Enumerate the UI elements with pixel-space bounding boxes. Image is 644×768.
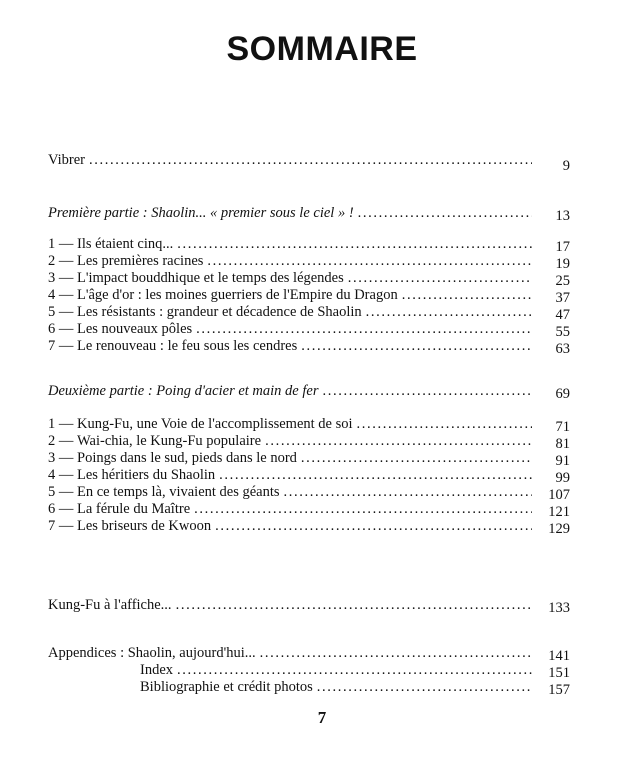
toc-entry-poster — [48, 597, 570, 614]
chapter-number: 1 — — [48, 416, 74, 432]
leader-dots — [348, 270, 532, 287]
leader-dots — [358, 205, 532, 222]
toc-chapter — [48, 433, 570, 450]
toc-entry-page: 13 — [555, 208, 570, 224]
chapter-number: 7 — — [48, 518, 74, 534]
chapter-number: 3 — — [48, 270, 74, 286]
toc-chapter — [48, 416, 570, 433]
chapter-title: Ils étaient cinq... — [77, 236, 174, 252]
leader-dots — [322, 383, 532, 400]
chapter-title: Les briseurs de Kwoon — [77, 518, 212, 534]
chapter-title: L'impact bouddhique et le temps des légendes — [77, 270, 344, 286]
toc-entry-label: Première partie : Shaolin... « premier sous le ciel » ! — [48, 205, 354, 221]
chapter-title: Poings dans le sud, pieds dans le nord — [77, 450, 297, 466]
chapter-number: 5 — — [48, 304, 74, 320]
leader-dots — [196, 321, 532, 338]
leader-dots — [260, 645, 532, 662]
chapter-number: 6 — — [48, 321, 74, 337]
toc-chapter — [48, 338, 570, 355]
leader-dots — [194, 501, 532, 518]
chapter-number: 2 — — [48, 433, 74, 449]
toc-chapter — [48, 253, 570, 270]
appendix-page: 151 — [548, 665, 570, 681]
chapter-page: 99 — [555, 470, 570, 486]
toc-chapter — [48, 270, 570, 287]
chapter-page: 47 — [555, 307, 570, 323]
chapter-title: En ce temps là, vivaient des géants — [77, 484, 280, 500]
toc-chapter — [48, 484, 570, 501]
leader-dots — [207, 253, 532, 270]
chapter-page: 107 — [548, 487, 570, 503]
appendix-title: Shaolin, aujourd'hui... — [127, 645, 256, 661]
appendix-page: 141 — [548, 648, 570, 664]
chapter-page: 25 — [555, 273, 570, 289]
toc-chapter — [48, 321, 570, 338]
toc-appendix — [140, 662, 570, 679]
leader-dots — [176, 597, 532, 614]
appendix-title: Bibliographie et crédit photos — [140, 679, 313, 695]
toc-entry-page: 69 — [555, 386, 570, 402]
chapter-number: 1 — — [48, 236, 74, 252]
appendix-title: Index — [140, 662, 174, 678]
leader-dots — [215, 518, 532, 535]
leader-dots — [219, 467, 532, 484]
chapter-page: 55 — [555, 324, 570, 340]
toc-chapter — [48, 287, 570, 304]
toc-chapter — [48, 518, 570, 535]
leader-dots — [177, 236, 532, 253]
chapter-page: 63 — [555, 341, 570, 357]
chapter-page: 19 — [555, 256, 570, 272]
page-title: SOMMAIRE — [226, 30, 418, 68]
chapter-page: 17 — [555, 239, 570, 255]
toc-chapter — [48, 236, 570, 253]
toc-part-heading-2 — [48, 383, 570, 400]
toc-chapter — [48, 467, 570, 484]
leader-dots — [265, 433, 532, 450]
chapter-number: 4 — — [48, 287, 74, 303]
leader-dots — [317, 679, 532, 696]
chapter-title: Le renouveau : le feu sous les cendres — [77, 338, 298, 354]
toc-appendix — [140, 679, 570, 696]
leader-dots — [177, 662, 532, 679]
leader-dots — [301, 338, 532, 355]
leader-dots — [357, 416, 532, 433]
leader-dots — [301, 450, 532, 467]
chapter-page: 129 — [548, 521, 570, 537]
page-number: 7 — [317, 708, 327, 727]
chapter-number: 3 — — [48, 450, 74, 466]
chapter-number: 7 — — [48, 338, 74, 354]
toc-appendix — [48, 645, 570, 662]
chapter-title: Kung-Fu, une Voie de l'accomplissement de soi — [77, 416, 353, 432]
chapter-title: L'âge d'or : les moines guerriers de l'Empire du Dragon — [77, 287, 398, 303]
toc-entry-intro — [48, 152, 570, 174]
chapter-number: 5 — — [48, 484, 74, 500]
leader-dots — [284, 484, 532, 501]
chapter-title: Wai-chia, le Kung-Fu populaire — [77, 433, 262, 449]
leader-dots — [89, 152, 532, 169]
chapter-number: 2 — — [48, 253, 74, 269]
toc-chapter — [48, 450, 570, 467]
leader-dots — [366, 304, 532, 321]
chapter-number: 4 — — [48, 467, 74, 483]
toc-entry-label: Vibrer — [48, 152, 85, 168]
appendices-heading: Appendices : — [48, 645, 125, 661]
toc-entry-label: Kung-Fu à l'affiche... — [48, 597, 172, 613]
chapter-title: Les héritiers du Shaolin — [77, 467, 216, 483]
toc-chapter — [48, 501, 570, 518]
leader-dots — [402, 287, 532, 304]
toc-entry-page: 9 — [562, 158, 570, 174]
chapter-title: Les premières racines — [77, 253, 204, 269]
chapter-title: Les résistants : grandeur et décadence de Shaolin — [77, 304, 362, 320]
chapter-page: 71 — [555, 419, 570, 435]
chapter-title: La férule du Maître — [77, 501, 191, 517]
chapter-number: 6 — — [48, 501, 74, 517]
chapter-page: 81 — [555, 436, 570, 452]
chapter-page: 91 — [555, 453, 570, 469]
chapter-page: 121 — [548, 504, 570, 520]
chapter-page: 37 — [555, 290, 570, 306]
toc-part-heading-1 — [48, 205, 570, 222]
toc-entry-label: Deuxième partie : Poing d'acier et main de fer — [48, 383, 319, 399]
appendix-page: 157 — [548, 682, 570, 698]
chapter-title: Les nouveaux pôles — [77, 321, 193, 337]
toc-entry-page: 133 — [548, 600, 570, 616]
toc-chapter — [48, 304, 570, 321]
